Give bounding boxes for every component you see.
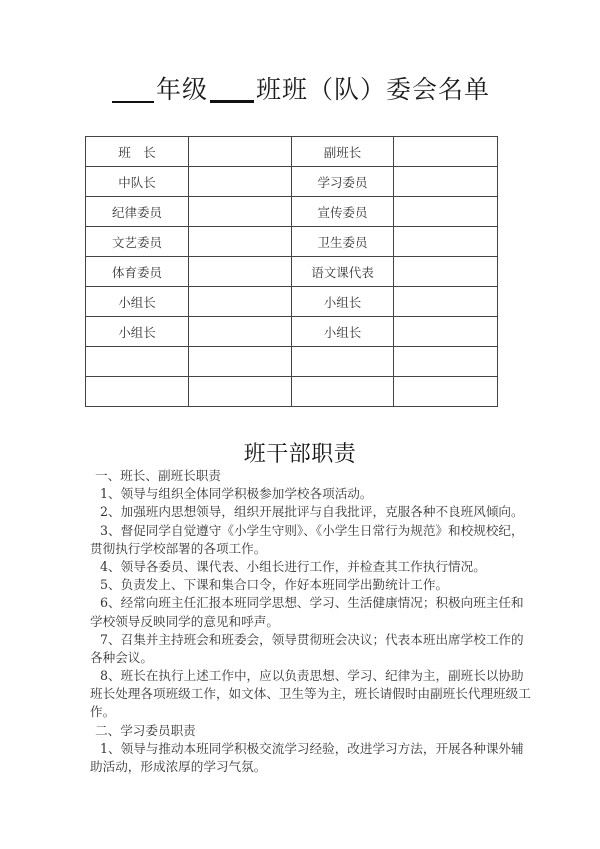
duty-item: 6、经常向班主任汇报本班同学思想、学习、生活健康情况；积极向班主任和 — [100, 595, 524, 611]
role-label-cell: 小组长 — [292, 317, 394, 347]
role-label-cell: 宣传委员 — [292, 197, 394, 227]
document-title — [0, 74, 600, 106]
role-label-cell: 体育委员 — [86, 257, 189, 287]
name-entry-cell[interactable] — [394, 227, 498, 257]
committee-roster-table — [85, 136, 498, 407]
duty-item: 1、领导与推动本班同学积极交流学习经验，改进学习方法，开展各种课外辅 — [100, 740, 524, 756]
duty-item-continuation: 助活动，形成浓厚的学习气氛。 — [90, 759, 267, 774]
role-label-cell — [292, 347, 394, 377]
duty-item-continuation: 作。 — [90, 704, 116, 720]
table-row — [86, 227, 498, 257]
role-label-cell: 语文课代表 — [292, 257, 394, 287]
role-label-cell: 副班长 — [292, 137, 394, 167]
name-entry-cell[interactable] — [394, 257, 498, 287]
role-label-cell: 小组长 — [292, 287, 394, 317]
duty-item-continuation: 贯彻执行学校部署的各项工作。 — [90, 540, 267, 556]
table-row — [86, 167, 498, 197]
role-label-cell: 小组长 — [86, 287, 189, 317]
name-entry-cell[interactable] — [189, 287, 292, 317]
name-entry-cell[interactable] — [394, 287, 498, 317]
duty-item: 4、领导各委员、课代表、小组长进行工作，并检查其工作执行情况。 — [100, 558, 486, 574]
duty-item-continuation: 各种会议。 — [90, 649, 153, 665]
duty-item: 1、领导与组织全体同学积极参加学校各项活动。 — [100, 486, 373, 502]
name-entry-cell[interactable] — [394, 137, 498, 167]
duty-item-continuation: 班长处理各项班级工作，如文体、卫生等为主，班长请假时由副班长代理班级工 — [90, 686, 531, 702]
table-row — [86, 257, 498, 287]
role-label-cell: 纪律委员 — [86, 197, 189, 227]
role-label-cell — [86, 347, 189, 377]
name-entry-cell[interactable] — [189, 257, 292, 287]
name-entry-cell[interactable] — [189, 377, 292, 407]
name-entry-cell[interactable] — [189, 197, 292, 227]
name-entry-cell[interactable] — [189, 347, 292, 377]
role-label-cell: 学习委员 — [292, 167, 394, 197]
table-row — [86, 197, 498, 227]
duty-item: 7、召集并主持班会和班委会，领导贯彻班会决议；代表本班出席学校工作的 — [100, 631, 524, 647]
class-committee-label: 班班（队）委会名单 — [256, 75, 491, 104]
duties-text — [88, 467, 531, 776]
duty-item-continuation: 学校领导反映同学的意见和呼声。 — [90, 613, 279, 629]
class-blank[interactable] — [210, 100, 254, 103]
name-entry-cell[interactable] — [189, 227, 292, 257]
role-label-cell: 卫生委员 — [292, 227, 394, 257]
table-row — [86, 287, 498, 317]
name-entry-cell[interactable] — [189, 167, 292, 197]
duties-heading: 班干部职责 — [243, 442, 357, 467]
duty-item: 3、督促同学自觉遵守《小学生守则》、《小学生日常行为规范》和校规校纪， — [100, 522, 524, 538]
duty-item: 5、负责发上、下课和集合口令，作好本班同学出勤统计工作。 — [100, 577, 449, 593]
duty-item: 2、加强班内思想领导，组织开展批评与自我批评，克服各种不良班风倾向。 — [100, 504, 524, 520]
table-row — [86, 137, 498, 167]
name-entry-cell[interactable] — [394, 197, 498, 227]
duty-item: 8、班长在执行上述工作中，应以负责思想、学习、纪律为主，副班长以协助 — [100, 668, 524, 684]
role-label-cell: 中队长 — [86, 167, 189, 197]
name-entry-cell[interactable] — [394, 347, 498, 377]
name-entry-cell[interactable] — [394, 317, 498, 347]
table-row — [86, 317, 498, 347]
table-row — [86, 347, 498, 377]
table-row — [86, 377, 498, 407]
section-heading: 二、学习委员职责 — [95, 722, 196, 738]
name-entry-cell[interactable] — [394, 167, 498, 197]
role-label-cell: 班 长 — [86, 137, 189, 167]
role-label-cell: 小组长 — [86, 317, 189, 347]
grade-label: 年级 — [155, 75, 208, 104]
name-entry-cell[interactable] — [394, 377, 498, 407]
section-heading: 一、班长、副班长职责 — [95, 468, 221, 483]
role-label-cell — [86, 377, 189, 407]
role-label-cell — [292, 377, 394, 407]
grade-blank[interactable] — [112, 101, 154, 103]
role-label-cell: 文艺委员 — [86, 227, 189, 257]
name-entry-cell[interactable] — [189, 137, 292, 167]
name-entry-cell[interactable] — [189, 317, 292, 347]
